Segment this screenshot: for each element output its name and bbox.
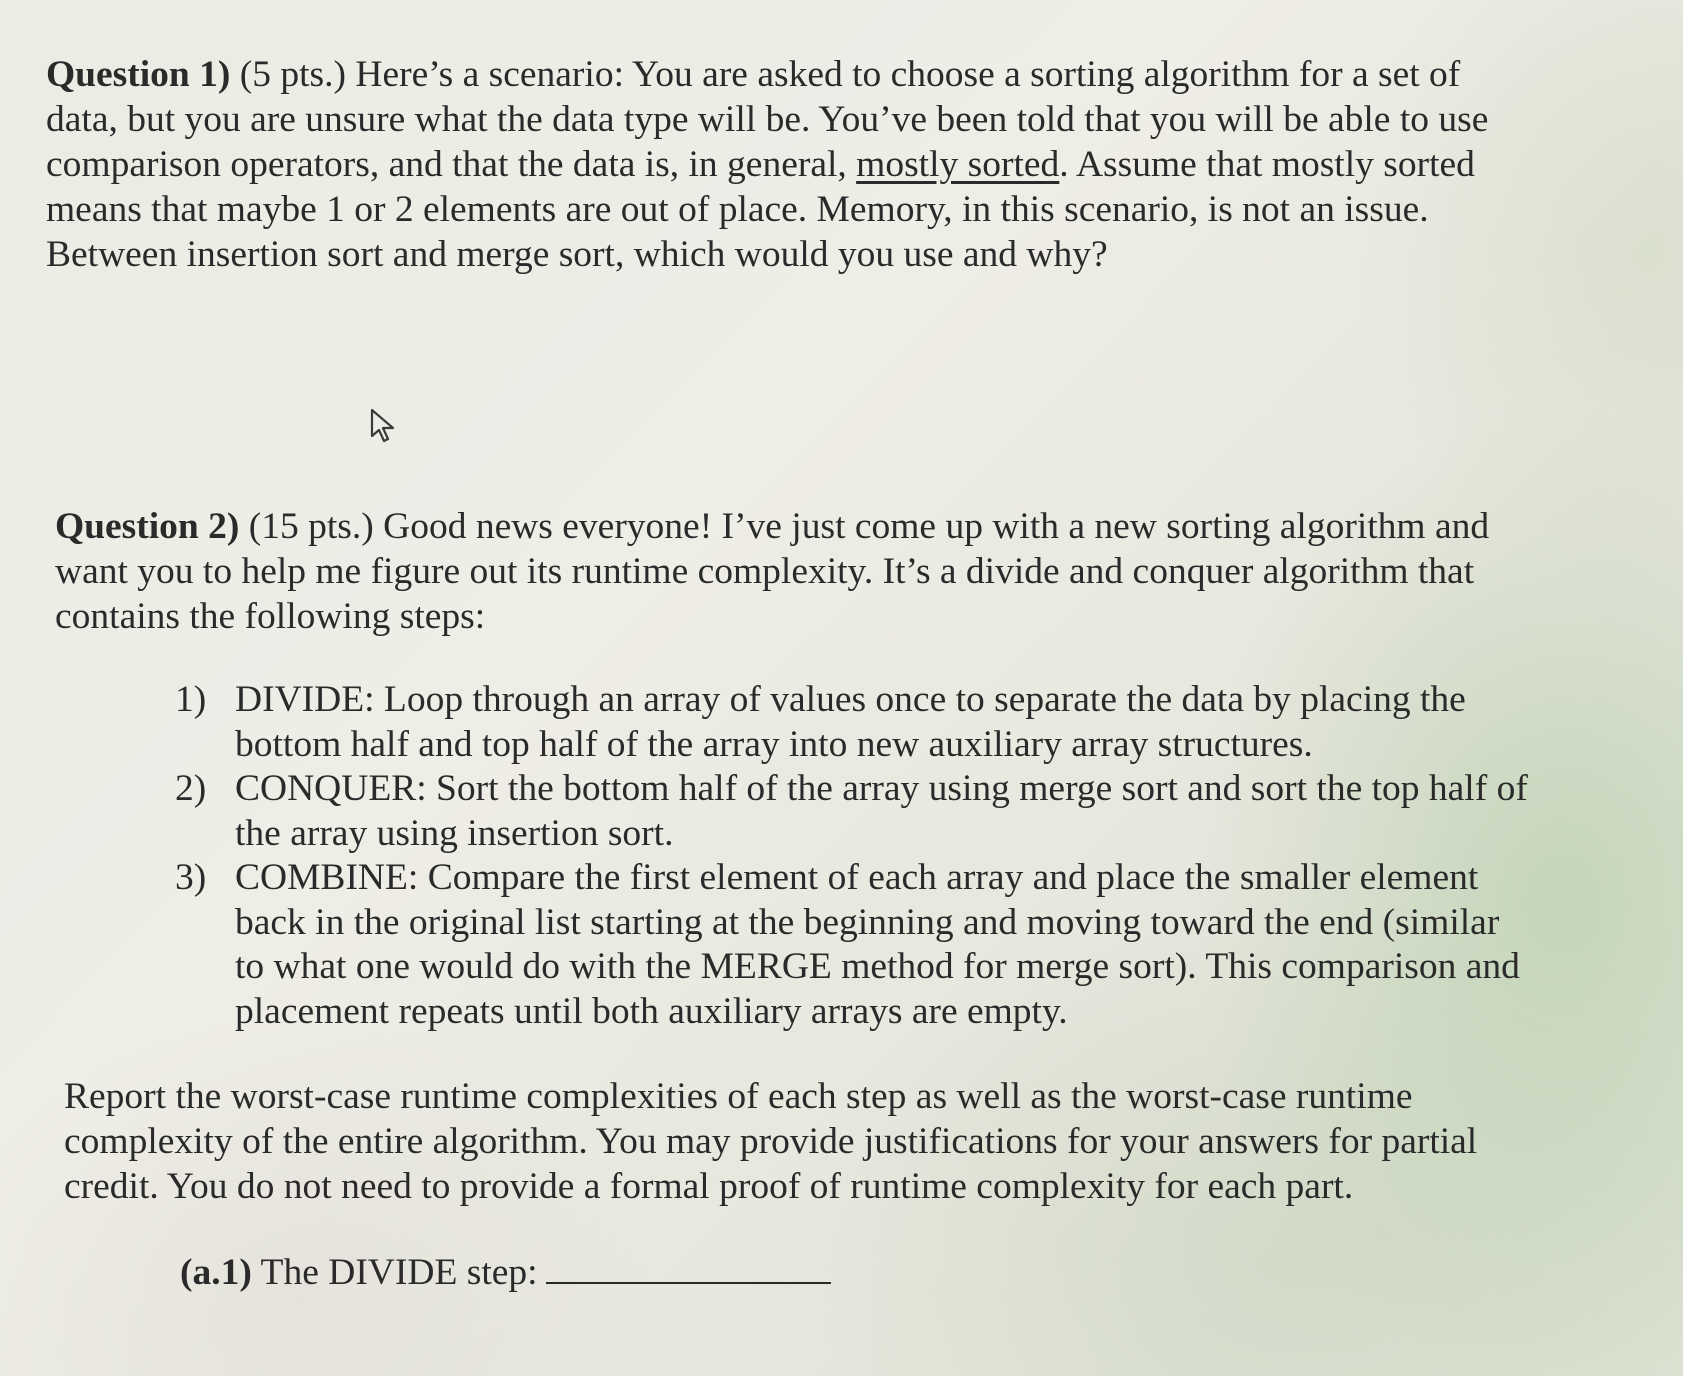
question-2-line-3: contains the following steps:	[55, 596, 486, 637]
mostly-sorted-emphasis: mostly sorted	[856, 144, 1060, 185]
list-item	[175, 678, 1595, 767]
question-1-label: Question 1)	[46, 54, 231, 95]
step-line: CONQUER: Sort the bottom half of the array using merge sort and sort the top half of	[235, 768, 1528, 809]
question-1-line-3: comparison operators, and that the data is, in general, mostly sorted. Assume that mostly sorted	[46, 144, 1475, 185]
answer-blank-line[interactable]	[546, 1248, 831, 1284]
step-number: 2)	[175, 768, 207, 809]
step-line: to what one would do with the MERGE method for merge sort). This comparison and	[235, 946, 1520, 987]
step-line: placement repeats until both auxiliary arrays are empty.	[235, 990, 1068, 1032]
list-item	[175, 767, 1595, 856]
report-line-1: Report the worst-case runtime complexities of each step as well as the worst-case runtime	[64, 1076, 1413, 1117]
question-2-label: Question 2)	[55, 506, 240, 547]
step-number: 1)	[175, 679, 207, 720]
question-2-line-2: want you to help me figure out its runtime complexity. It’s a divide and conquer algorithm that	[55, 551, 1475, 592]
question-2-line-1: Question 2) (15 pts.) Good news everyone! I’ve just come up with a new sorting algorithm and	[55, 506, 1490, 547]
report-instructions	[64, 1074, 1624, 1209]
answer-prompt-label: (a.1)	[180, 1252, 252, 1293]
step-line: COMBINE: Compare the first element of each array and place the smaller element	[235, 857, 1479, 898]
mouse-pointer-icon	[368, 408, 400, 444]
step-number: 3)	[175, 857, 207, 898]
step-line: bottom half and top half of the array into new auxiliary array structures.	[235, 723, 1313, 765]
question-2	[55, 504, 1615, 639]
question-1-line-4: means that maybe 1 or 2 elements are out of place. Memory, in this scenario, is not an issue.	[46, 189, 1429, 230]
list-item	[175, 856, 1595, 1034]
answer-prompt-a1	[180, 1248, 831, 1295]
question-1	[46, 52, 1626, 277]
question-1-line-5: Between insertion sort and merge sort, which would you use and why?	[46, 234, 1108, 275]
report-line-3: credit. You do not need to provide a formal proof of runtime complexity for each part.	[64, 1166, 1354, 1207]
step-line: DIVIDE: Loop through an array of values once to separate the data by placing the	[235, 679, 1466, 720]
report-line-2: complexity of the entire algorithm. You may provide justifications for your answers for partial	[64, 1121, 1478, 1162]
question-1-line-2: data, but you are unsure what the data type will be. You’ve been told that you will be able to use	[46, 99, 1489, 140]
algorithm-steps-list	[175, 678, 1595, 1034]
answer-prompt-text: The DIVIDE step:	[251, 1252, 538, 1293]
step-line: back in the original list starting at the beginning and moving toward the end (similar	[235, 901, 1500, 943]
step-line: the array using insertion sort.	[235, 812, 674, 854]
question-1-line-1: Question 1) (5 pts.) Here’s a scenario: You are asked to choose a sorting algorithm for a set of	[46, 54, 1461, 95]
